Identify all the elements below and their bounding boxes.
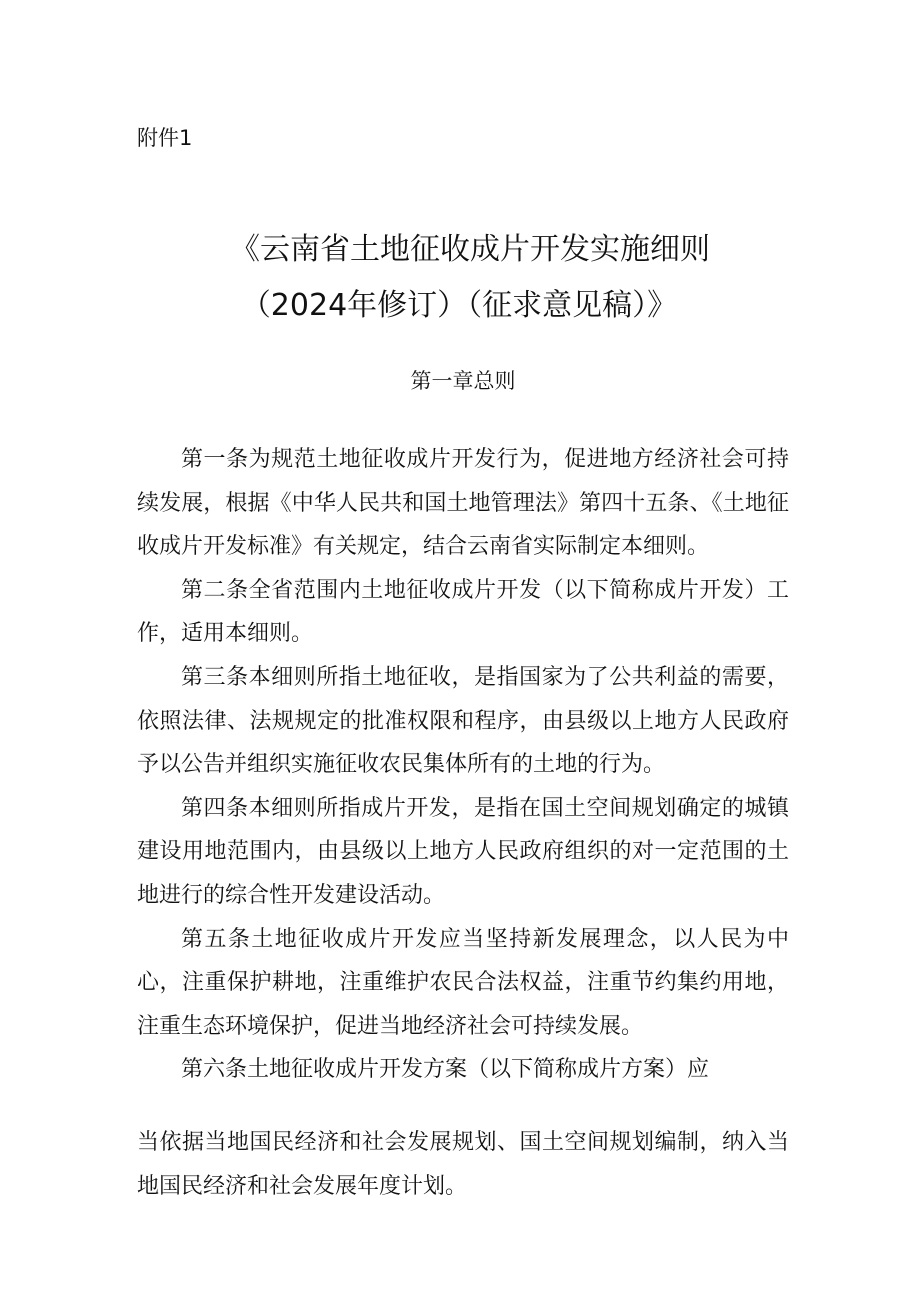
title-line-2: （2024年修订）（征求意见稿）》 (240, 288, 678, 323)
article-5: 第五条土地征收成片开发应当坚持新发展理念，以人民为中心，注重保护耕地，注重维护农民合法权益，注重节约集约用地，注重生态环境保护，促进当地经济社会可持续发展。 (137, 926, 789, 1039)
attachment-label: 附件1 (137, 126, 193, 150)
article-3: 第三条本细则所指土地征收，是指国家为了公共利益的需要，依照法律、法规规定的批准权限和程序，由县级以上地方人民政府予以公告并组织实施征收农民集体所有的土地的行为。 (137, 664, 789, 778)
title-line-1: 《云南省土地征收成片开发实施细则 (230, 232, 710, 267)
article-2: 第二条全省范围内土地征收成片开发（以下简称成片开发）工作，适用本细则。 (137, 577, 789, 647)
article-6: 第六条土地征收成片开发方案（以下简称成片方案）应 (181, 1057, 710, 1083)
chapter-heading: 第一章总则 (410, 369, 516, 393)
document-title (0, 222, 920, 334)
document-body (137, 438, 789, 1208)
article-6-continuation: 当依据当地国民经济和社会发展规划、国土空间规划编制，纳入当地国民经济和社会发展年度计划。 (137, 1129, 789, 1199)
article-1: 第一条为规范土地征收成片开发行为，促进地方经济社会可持续发展，根据《中华人民共和国土地管理法》第四十五条、《土地征收成片开发标准》有关规定，结合云南省实际制定本细则。 (137, 447, 789, 560)
article-4: 第四条本细则所指成片开发，是指在国土空间规划确定的城镇建设用地范围内，由县级以上地方人民政府组织的对一定范围的土地进行的综合性开发建设活动。 (137, 795, 789, 908)
